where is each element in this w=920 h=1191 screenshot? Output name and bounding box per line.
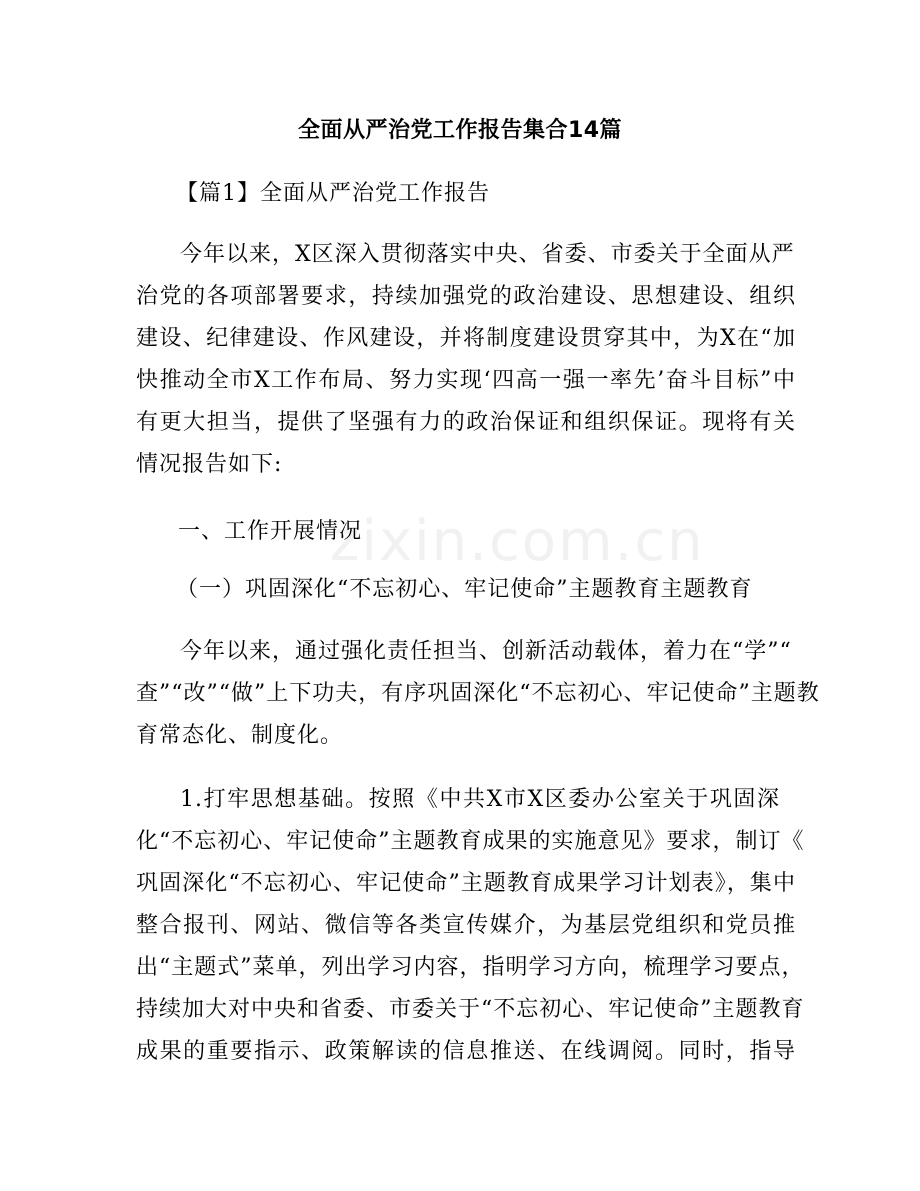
paragraph-line: 成果的重要指示、政策解读的信息推送、在线调阅。同时，指导 xyxy=(136,1039,796,1064)
paragraph-line: 化“不忘初心、牢记使命”主题教育成果的实施意见》要求，制订《 xyxy=(136,829,805,854)
paragraph-line: 育常态化、制度化。 xyxy=(136,723,344,748)
paragraph-line: 整合报刊、网站、微信等各类宣传媒介，为基层党组织和党员推 xyxy=(136,913,796,938)
paragraph-line: 出“主题式”菜单，列出学习内容，指明学习方向，梳理学习要点， xyxy=(136,955,805,980)
section-heading: 【篇1】全面从严治党工作报告 xyxy=(176,181,490,206)
heading-level-2: （一）巩固深化“不忘初心、牢记使命”主题教育主题教育 xyxy=(176,577,753,602)
watermark: zixin.com.cn xyxy=(330,509,705,574)
paragraph-line: 1.打牢思想基础。按照《中共X市X区委办公室关于巩固深 xyxy=(180,787,780,812)
paragraph-line: 巩固深化“不忘初心、牢记使命”主题教育成果学习计划表》，集中 xyxy=(136,871,796,896)
paragraph-line: 今年以来，通过强化责任担当、创新活动载体，着力在“学”“ xyxy=(180,639,792,664)
heading-level-1: 一、工作开展情况 xyxy=(178,519,363,544)
paragraph-line: 建设、纪律建设、作风建设，并将制度建设贯穿其中，为X在“加 xyxy=(136,326,796,351)
paragraph-line: 快推动全市X工作布局、努力实现‘四高一强一率先’奋斗目标”中 xyxy=(136,368,796,393)
paragraph-line: 今年以来，X区深入贯彻落实中央、省委、市委关于全面从严 xyxy=(180,242,795,267)
paragraph-line: 查”“改”“做”上下功夫，有序巩固深化“不忘初心、牢记使命”主题教 xyxy=(136,681,820,706)
paragraph-line: 有更大担当，提供了坚强有力的政治保证和组织保证。现将有关 xyxy=(136,410,796,435)
paragraph-line: 治党的各项部署要求，持续加强党的政治建设、思想建设、组织 xyxy=(136,284,796,309)
paragraph-line: 持续加大对中央和省委、市委关于“不忘初心、牢记使命”主题教育 xyxy=(136,997,805,1022)
paragraph-line: 情况报告如下: xyxy=(136,452,283,477)
document-title: 全面从严治党工作报告集合14篇 xyxy=(297,118,623,143)
